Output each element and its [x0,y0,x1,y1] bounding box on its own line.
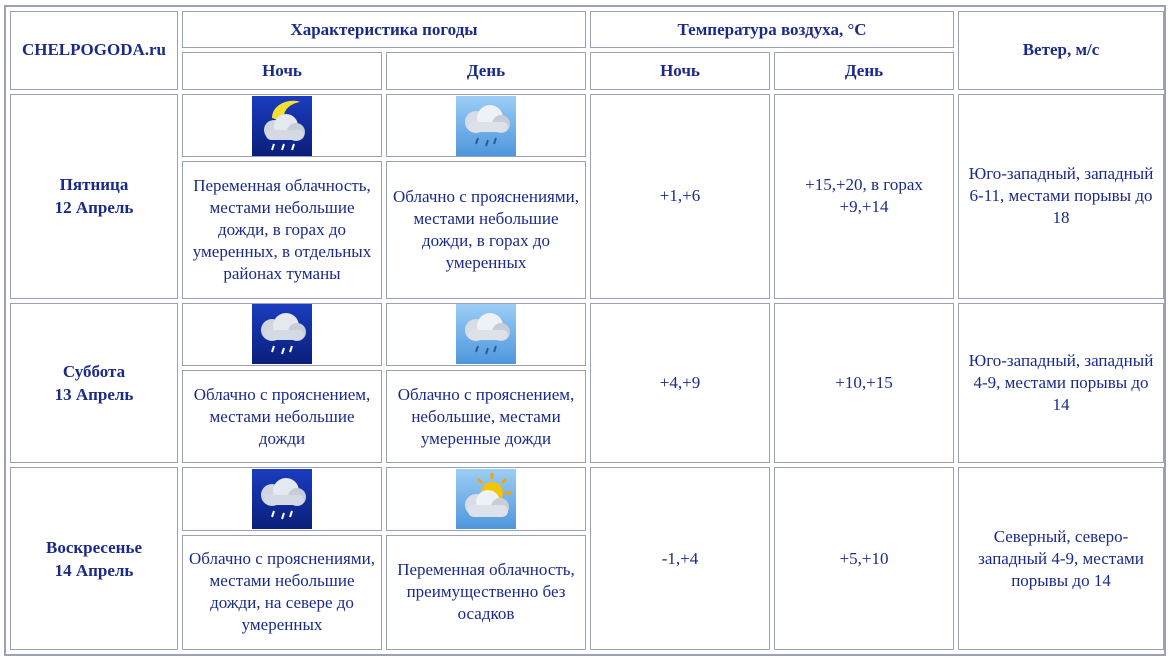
cloud-rain-night-icon [252,304,312,364]
night-desc: Облачно с прояснениями, местами небольшие дожди, на севере до умеренных [182,535,382,650]
day-desc: Облачно с прояснениями, местами небольшие дожди, в горах до умеренных [386,161,586,298]
date: 14 Апрель [54,560,134,580]
night-header: Ночь [182,52,382,89]
cloud-rain-night-icon [252,469,312,529]
sun-cloud-icon [456,469,516,529]
brand-cell: CHELPOGODA.ru [10,11,178,90]
cloud-rain-icon [456,304,516,364]
weekday: Суббота [62,361,126,381]
day-cell [10,467,178,650]
forecast-table [6,7,1168,654]
date: 13 Апрель [54,384,134,404]
day-icon-cell [386,467,586,531]
temperature-header: Температура воздуха, °С [590,11,954,48]
weather-header: Характеристика погоды [182,11,586,48]
day-header: День [386,52,586,89]
date: 12 Апрель [54,198,134,218]
temp-day: +5,+10 [774,467,954,650]
wind-cell: Юго-западный, западный 4-9, местами порывы до 14 [958,303,1164,464]
temp-night: -1,+4 [590,467,770,650]
day-cell [10,303,178,464]
night-icon-cell [182,303,382,367]
temp-night: +1,+6 [590,94,770,299]
night-icon-cell [182,94,382,158]
day-desc: Облачно с прояснением, небольшие, местами умеренные дожди [386,370,586,463]
weekday: Воскресенье [45,537,142,557]
wind-cell: Северный, северо-западный 4-9, местами порывы до 14 [958,467,1164,650]
temp-day: +15,+20, в горах +9,+14 [774,94,954,299]
temp-night: +4,+9 [590,303,770,464]
cloud-rain-icon [456,96,516,156]
day-icon-cell [386,303,586,367]
temp-night-header: Ночь [590,52,770,89]
wind-cell: Юго-западный, западный 6-11, местами порывы до 18 [958,94,1164,299]
day-icon-cell [386,94,586,158]
moon-cloud-rain-icon [252,96,312,156]
weekday: Пятница [59,175,129,195]
night-desc: Облачно с прояснением, местами небольшие дожди [182,370,382,463]
temp-day: +10,+15 [774,303,954,464]
night-icon-cell [182,467,382,531]
day-cell [10,94,178,299]
wind-header: Ветер, м/с [958,11,1164,90]
night-desc: Переменная облачность, местами небольшие дожди, в горах до умеренных, в отдельных районах туманы [182,161,382,298]
forecast-frame [4,5,1166,656]
temp-day-header: День [774,52,954,89]
day-desc: Переменная облачность, преимущественно без осадков [386,535,586,650]
